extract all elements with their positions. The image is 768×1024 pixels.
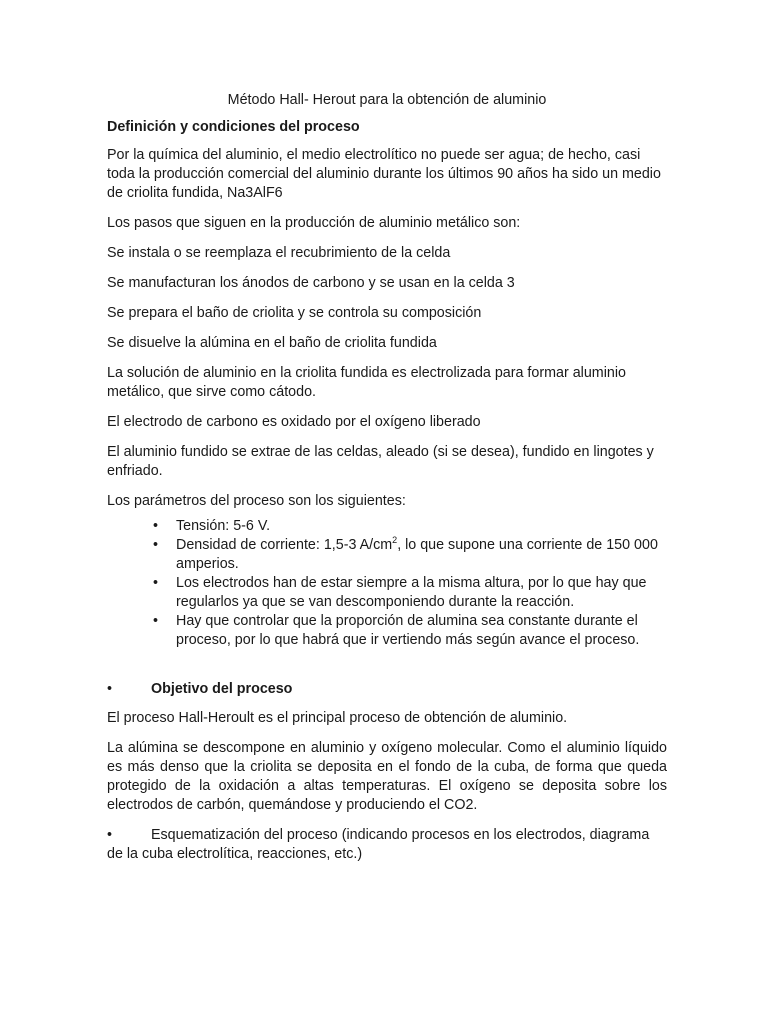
steps-intro-paragraph: Los pasos que siguen en la producción de aluminio metálico son: <box>107 215 521 231</box>
list-item <box>153 574 667 612</box>
step-paragraph: La solución de aluminio en la criolita fundida es electrolizada para formar aluminio metálico, que sirve como cátodo. <box>107 365 626 400</box>
list-item <box>153 536 667 574</box>
param-text: Los electrodos han de estar siempre a la misma altura, por lo que hay que regularlos ya que se van descomponiendo durante la reacción. <box>176 575 647 610</box>
document-page <box>107 91 667 864</box>
step-paragraph: El aluminio fundido se extrae de las celdas, aleado (si se desea), fundido en lingotes y enfriado. <box>107 444 654 479</box>
step-paragraph: Se manufacturan los ánodos de carbono y se usan en la celda 3 <box>107 275 515 291</box>
section-heading-objetivo <box>107 680 667 699</box>
param-text: , lo que supone una corriente de 150 000 amperios. <box>176 537 658 572</box>
esquema-paragraph <box>107 826 667 864</box>
param-text: Tensión: 5-6 V. <box>176 518 271 534</box>
step-paragraph: Se disuelve la alúmina en el baño de criolita fundida <box>107 335 437 351</box>
section-heading-text: Objetivo del proceso <box>151 681 293 697</box>
params-list <box>107 517 667 650</box>
document-title: Método Hall- Herout para la obtención de aluminio <box>227 92 547 108</box>
bullet-glyph: • <box>107 827 113 843</box>
list-item <box>153 517 667 536</box>
params-intro-paragraph: Los parámetros del proceso son los siguientes: <box>107 493 406 509</box>
bullet-glyph: • <box>107 681 113 697</box>
superscript: 2 <box>392 535 398 546</box>
step-paragraph: Se prepara el baño de criolita y se controla su composición <box>107 305 482 321</box>
step-paragraph: El electrodo de carbono es oxidado por el oxígeno liberado <box>107 414 481 430</box>
step-paragraph: Se instala o se reemplaza el recubrimiento de la celda <box>107 245 451 261</box>
section-heading-definicion: Definición y condiciones del proceso <box>107 119 360 135</box>
objetivo-paragraph: El proceso Hall-Heroult es el principal proceso de obtención de aluminio. <box>107 710 568 726</box>
param-text: Hay que controlar que la proporción de alumina sea constante durante el proceso, por lo que habrá que ir vertiendo más según avance el proceso. <box>176 613 640 648</box>
objetivo-paragraph: La alúmina se descompone en aluminio y oxígeno molecular. Como el aluminio líquido es más denso que la criolita se deposita en el fondo de la cuba, de forma que queda protegido de la oxidación a altas temperaturas. El oxígeno se deposita sobre los electrodos de carbón, quemándose y produciendo el CO2. <box>107 740 667 813</box>
list-item <box>153 612 667 650</box>
intro-paragraph: Por la química del aluminio, el medio electrolítico no puede ser agua; de hecho, casi toda la producción comercial del aluminio durante los últimos 90 años ha sido un medio de criolita fundida, Na3AlF6 <box>107 147 661 201</box>
param-text: Densidad de corriente: 1,5-3 A/cm <box>176 537 393 553</box>
esquema-text: Esquematización del proceso (indicando procesos en los electrodos, diagrama de la cuba electrolítica, reacciones, etc.) <box>107 827 650 862</box>
